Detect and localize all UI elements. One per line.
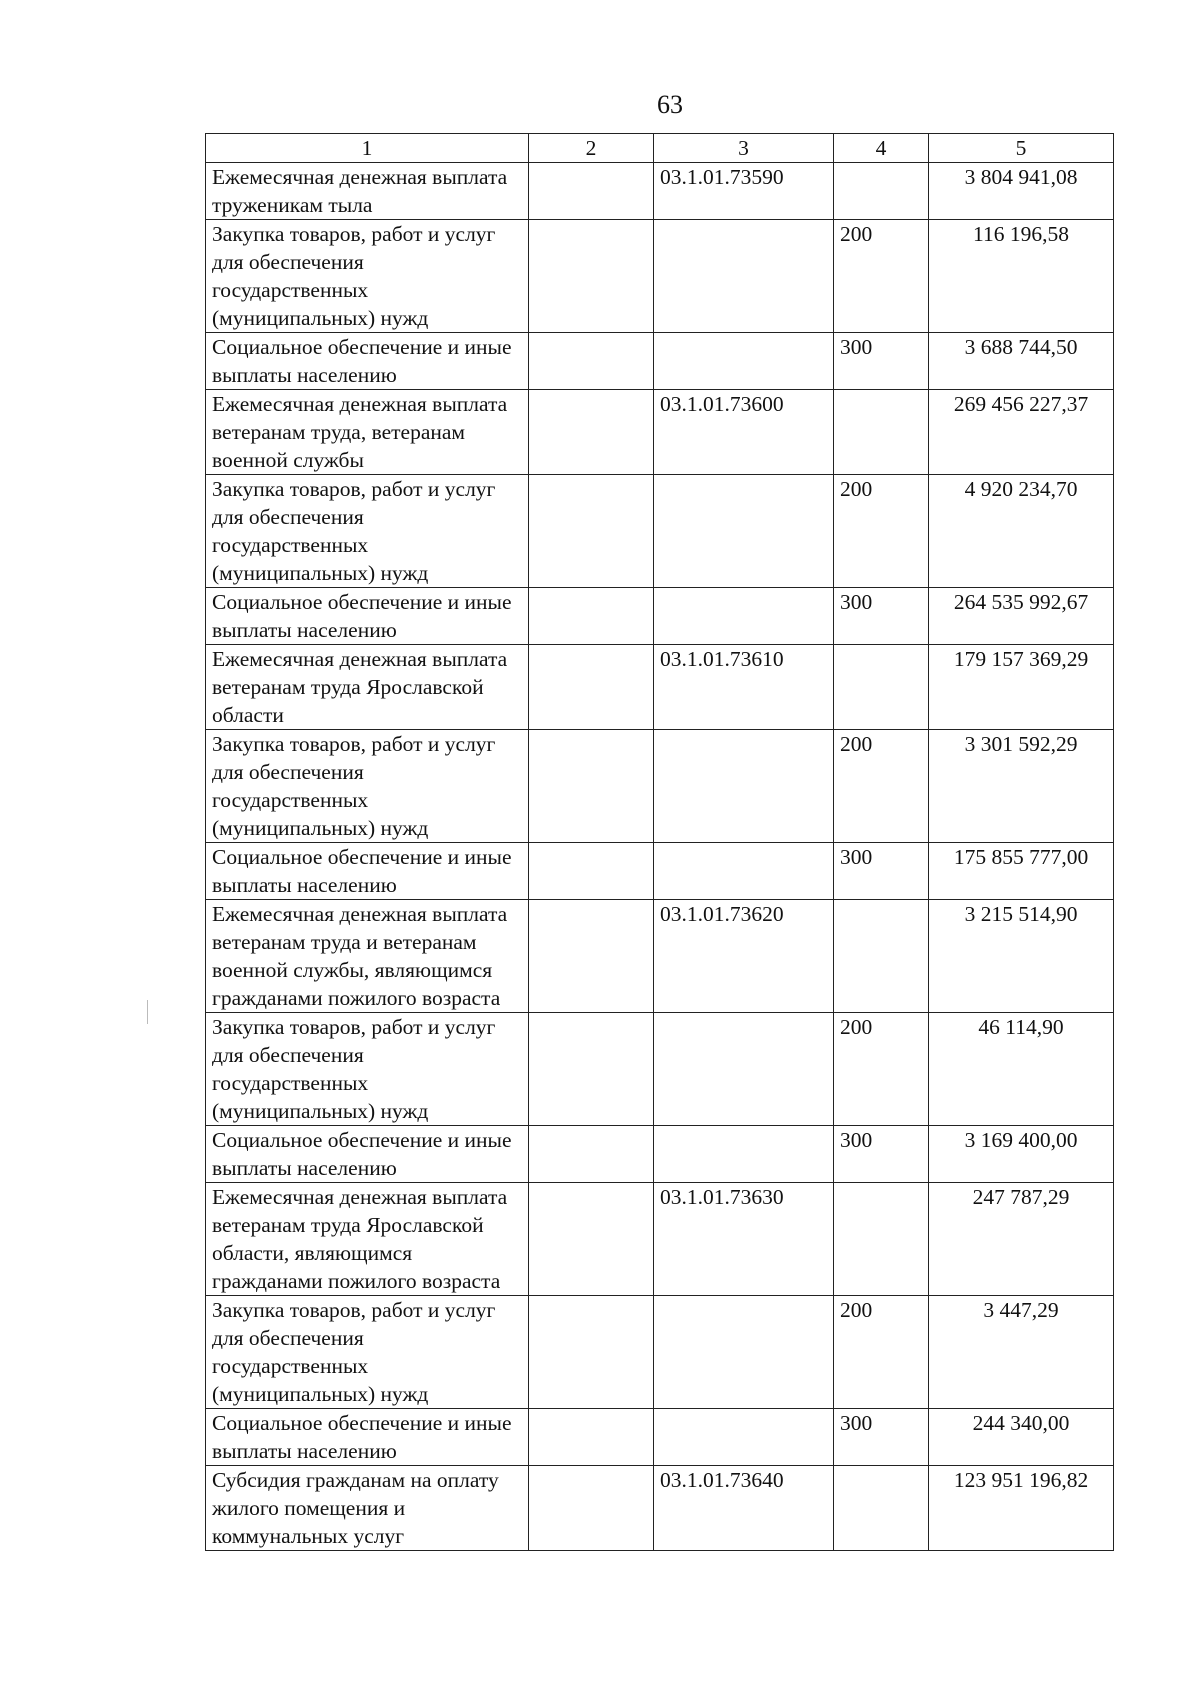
column-header-2: 2: [529, 134, 654, 163]
row-expense-type: 200: [834, 220, 929, 333]
row-description: Социальное обеспечение и иные выплаты населению: [206, 1126, 529, 1183]
row-column-2: [529, 1126, 654, 1183]
row-expense-type: 300: [834, 843, 929, 900]
table-row: [206, 333, 1114, 390]
row-target-code: [654, 1409, 834, 1466]
row-target-code: [654, 1013, 834, 1126]
row-amount: 175 855 777,00: [929, 843, 1114, 900]
row-target-code: [654, 588, 834, 645]
row-target-code: [654, 220, 834, 333]
row-description: Ежемесячная денежная выплата ветеранам труда Ярославской области, являющимся гражданами пожилого возраста: [206, 1183, 529, 1296]
row-amount: 3 169 400,00: [929, 1126, 1114, 1183]
row-column-2: [529, 163, 654, 220]
row-amount: 247 787,29: [929, 1183, 1114, 1296]
row-column-2: [529, 390, 654, 475]
row-amount: 3 804 941,08: [929, 163, 1114, 220]
row-amount: 4 920 234,70: [929, 475, 1114, 588]
table-row: [206, 900, 1114, 1013]
row-target-code: 03.1.01.73610: [654, 645, 834, 730]
column-header-1: 1: [206, 134, 529, 163]
row-description: Ежемесячная денежная выплата труженикам тыла: [206, 163, 529, 220]
row-column-2: [529, 1409, 654, 1466]
row-column-2: [529, 730, 654, 843]
row-expense-type: 200: [834, 475, 929, 588]
table-row: [206, 1409, 1114, 1466]
scan-mark: [147, 1000, 148, 1024]
row-column-2: [529, 475, 654, 588]
row-column-2: [529, 1466, 654, 1551]
row-column-2: [529, 333, 654, 390]
row-column-2: [529, 588, 654, 645]
row-column-2: [529, 900, 654, 1013]
row-target-code: [654, 475, 834, 588]
row-amount: 3 688 744,50: [929, 333, 1114, 390]
row-amount: 3 215 514,90: [929, 900, 1114, 1013]
row-amount: 123 951 196,82: [929, 1466, 1114, 1551]
row-expense-type: 300: [834, 588, 929, 645]
row-target-code: [654, 843, 834, 900]
row-target-code: 03.1.01.73640: [654, 1466, 834, 1551]
row-column-2: [529, 1296, 654, 1409]
row-description: Закупка товаров, работ и услуг для обеспечения государственных (муниципальных) нужд: [206, 1013, 529, 1126]
table-body: [206, 163, 1114, 1551]
row-amount: 179 157 369,29: [929, 645, 1114, 730]
row-target-code: 03.1.01.73620: [654, 900, 834, 1013]
row-expense-type: 200: [834, 730, 929, 843]
table-row: [206, 163, 1114, 220]
table-row: [206, 390, 1114, 475]
header-row: [206, 134, 1114, 163]
table-row: [206, 588, 1114, 645]
row-amount: 264 535 992,67: [929, 588, 1114, 645]
row-target-code: [654, 1296, 834, 1409]
table-row: [206, 220, 1114, 333]
row-target-code: [654, 1126, 834, 1183]
row-expense-type: [834, 390, 929, 475]
row-description: Закупка товаров, работ и услуг для обеспечения государственных (муниципальных) нужд: [206, 475, 529, 588]
row-description: Закупка товаров, работ и услуг для обеспечения государственных (муниципальных) нужд: [206, 730, 529, 843]
row-expense-type: [834, 1183, 929, 1296]
table-row: [206, 730, 1114, 843]
row-amount: 116 196,58: [929, 220, 1114, 333]
row-description: Социальное обеспечение и иные выплаты населению: [206, 333, 529, 390]
row-description: Закупка товаров, работ и услуг для обеспечения государственных (муниципальных) нужд: [206, 220, 529, 333]
row-amount: 269 456 227,37: [929, 390, 1114, 475]
row-description: Социальное обеспечение и иные выплаты населению: [206, 843, 529, 900]
row-expense-type: 300: [834, 333, 929, 390]
row-column-2: [529, 645, 654, 730]
row-expense-type: [834, 1466, 929, 1551]
table-row: [206, 1183, 1114, 1296]
row-description: Закупка товаров, работ и услуг для обеспечения государственных (муниципальных) нужд: [206, 1296, 529, 1409]
row-target-code: [654, 333, 834, 390]
table-row: [206, 1013, 1114, 1126]
table-row: [206, 1296, 1114, 1409]
row-expense-type: 200: [834, 1013, 929, 1126]
row-description: Ежемесячная денежная выплата ветеранам труда, ветеранам военной службы: [206, 390, 529, 475]
row-column-2: [529, 1013, 654, 1126]
row-column-2: [529, 220, 654, 333]
row-column-2: [529, 843, 654, 900]
row-amount: 46 114,90: [929, 1013, 1114, 1126]
row-expense-type: [834, 645, 929, 730]
row-column-2: [529, 1183, 654, 1296]
row-description: Ежемесячная денежная выплата ветеранам труда и ветеранам военной службы, являющимся гражданами пожилого возраста: [206, 900, 529, 1013]
row-expense-type: 200: [834, 1296, 929, 1409]
budget-table: [205, 133, 1114, 1551]
row-description: Ежемесячная денежная выплата ветеранам труда Ярославской области: [206, 645, 529, 730]
row-target-code: 03.1.01.73630: [654, 1183, 834, 1296]
row-target-code: 03.1.01.73590: [654, 163, 834, 220]
row-description: Субсидия гражданам на оплату жилого помещения и коммунальных услуг: [206, 1466, 529, 1551]
row-target-code: 03.1.01.73600: [654, 390, 834, 475]
row-expense-type: 300: [834, 1409, 929, 1466]
row-expense-type: [834, 900, 929, 1013]
row-amount: 3 447,29: [929, 1296, 1114, 1409]
column-header-4: 4: [834, 134, 929, 163]
row-expense-type: [834, 163, 929, 220]
row-amount: 3 301 592,29: [929, 730, 1114, 843]
table-row: [206, 1126, 1114, 1183]
page-number: 63: [657, 90, 683, 119]
row-description: Социальное обеспечение и иные выплаты населению: [206, 1409, 529, 1466]
table-row: [206, 475, 1114, 588]
row-amount: 244 340,00: [929, 1409, 1114, 1466]
table-row: [206, 1466, 1114, 1551]
row-description: Социальное обеспечение и иные выплаты населению: [206, 588, 529, 645]
column-header-3: 3: [654, 134, 834, 163]
table-row: [206, 843, 1114, 900]
row-expense-type: 300: [834, 1126, 929, 1183]
column-header-5: 5: [929, 134, 1114, 163]
table-row: [206, 645, 1114, 730]
row-target-code: [654, 730, 834, 843]
